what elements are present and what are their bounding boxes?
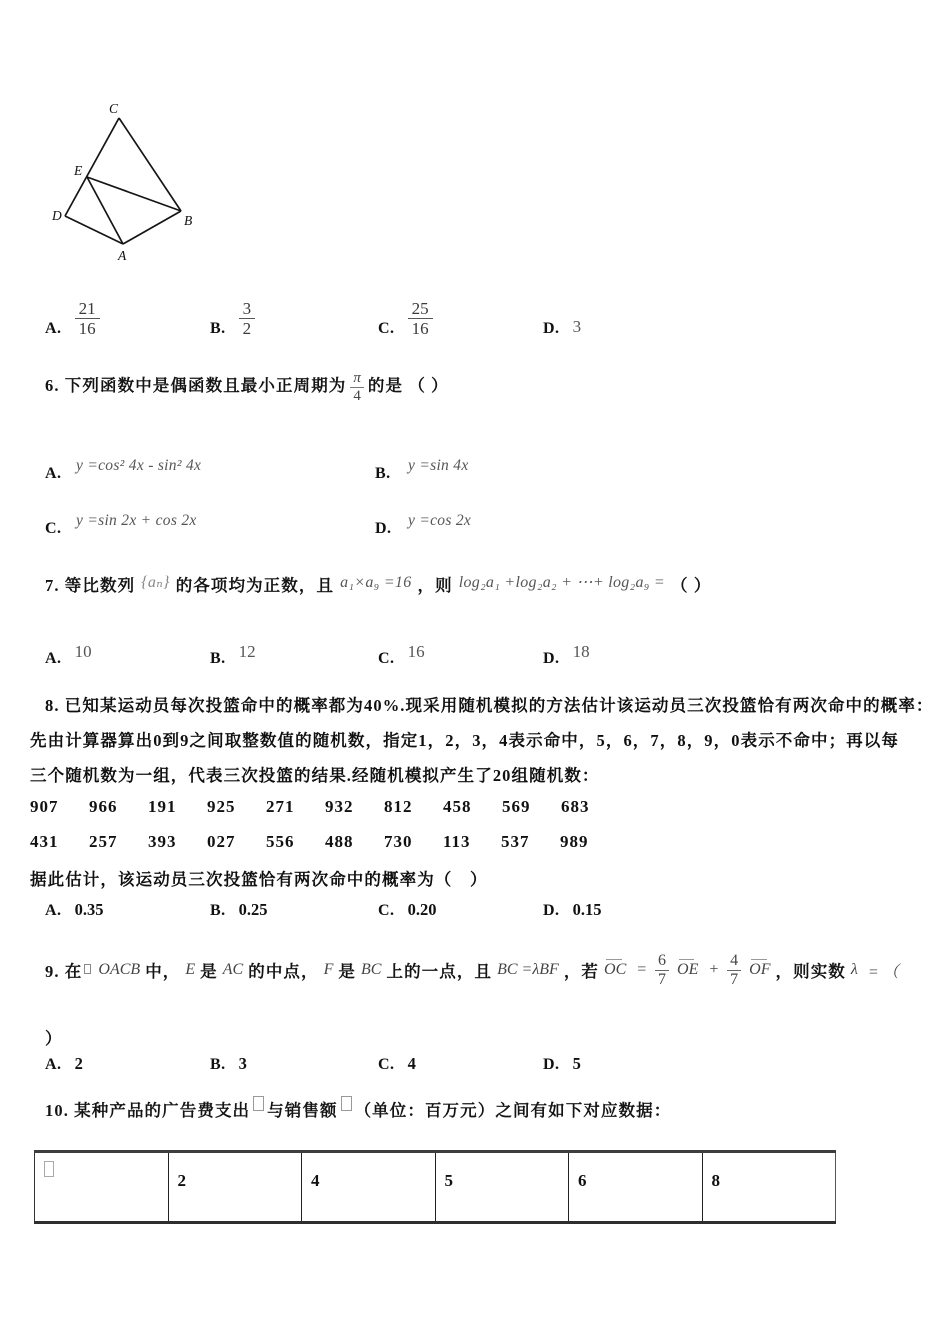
vertex-label-a: A [118, 248, 127, 263]
vertex-label-b: B [184, 213, 193, 228]
q9-option-a [45, 1054, 83, 1074]
q10-data-table [34, 1150, 836, 1224]
fraction-denominator: 4 [353, 387, 361, 404]
fraction-numerator: π [350, 370, 364, 388]
fraction-denominator: 7 [658, 970, 667, 988]
q8-option-b [210, 900, 268, 920]
edge-cb [119, 118, 181, 211]
q6-option-d-label: D. [375, 520, 392, 537]
table-cell [168, 1152, 302, 1223]
option-value: 0.20 [407, 900, 437, 919]
q8-line-6: 据此估计，该运动员三次投篮恰有两次命中的概率为（ ） [30, 870, 488, 889]
q9-answer-row [0, 1048, 950, 1074]
option-value: 2 [74, 1054, 83, 1073]
question-7 [45, 572, 711, 596]
fraction-denominator: 2 [242, 318, 252, 338]
q9-lambda: λ [850, 961, 858, 978]
option-label: C. [378, 1056, 395, 1073]
cell-value: 6 [578, 1171, 587, 1190]
fraction-denominator: 16 [411, 318, 429, 338]
question-10 [45, 1097, 671, 1121]
edge-ab [123, 211, 181, 244]
cell-value: 2 [177, 1171, 186, 1190]
vertex-label-d: D [52, 208, 62, 223]
q6-option-a-label: A. [45, 465, 62, 482]
q9-text-3: 是 [200, 962, 218, 981]
q8-line-1: 8. 已知某运动员每次投篮命中的概率都为40%.现采用随机模拟的方法估计该运动员三次投篮恰有两次命中的概率： [45, 696, 934, 715]
option-value: 12 [238, 642, 256, 661]
table-cell-header [35, 1152, 169, 1223]
q8-option-c [378, 900, 436, 920]
option-label: B. [210, 902, 226, 919]
q9-text-2: 中， [145, 962, 181, 981]
q9-segment-ac: AC [222, 961, 244, 978]
q9-vector-oe: OE [677, 961, 699, 978]
q9-point-e: E [185, 961, 196, 978]
fraction [408, 299, 433, 338]
q9-vector-of: OF [749, 961, 771, 978]
missing-glyph-box [341, 1096, 352, 1111]
q7-option-d [543, 642, 590, 668]
q9-shape-name: OACB [98, 961, 141, 978]
fraction-numerator: 21 [75, 299, 100, 319]
option-label: A. [45, 902, 62, 919]
option-value: 3 [572, 317, 582, 336]
q9-text-1: 9. 在 [45, 962, 83, 981]
option-label: A. [45, 1056, 62, 1073]
missing-glyph-box [44, 1161, 54, 1177]
option-label: C. [378, 650, 395, 667]
q7-sequence: {aₙ} [141, 574, 170, 591]
option-label: C. [378, 320, 395, 337]
q8-option-d [543, 900, 601, 920]
q8-answer-row [0, 894, 950, 920]
q10-text-1: 10. 某种产品的广告费支出 [45, 1101, 251, 1120]
pi-over-4-fraction [350, 370, 364, 405]
option-label: D. [543, 650, 560, 667]
q8-line-2: 先由计算器算出0到9之间取整数值的随机数，指定1，2，3，4表示命中，5，6，7，8，9，0表示不命中；再以每 [30, 731, 899, 750]
q9-condition: BC =λBF [497, 961, 559, 978]
q6-text-after: 的是 （ ） [367, 375, 449, 395]
fraction-denominator: 16 [78, 318, 96, 338]
missing-glyph-box [253, 1096, 264, 1111]
option-value: 18 [572, 642, 590, 661]
q5-answer-row [0, 282, 950, 338]
q9-text-5: 是 [338, 962, 357, 981]
q5-option-d [543, 318, 581, 338]
q6-option-d-formula: y =cos 2x [408, 512, 472, 529]
q9-point-f: F [323, 961, 334, 978]
q9-equals: = [636, 961, 648, 978]
q7-log-expression: log₂a₁ +log₂a₂ + ⋯+ log₂a₉ = [458, 574, 666, 591]
fraction-numerator: 4 [727, 952, 741, 971]
q5-option-c [378, 299, 433, 338]
fraction-numerator: 6 [655, 952, 669, 971]
q9-option-c [378, 1054, 416, 1074]
q5-option-a [45, 299, 100, 338]
fraction [239, 299, 256, 338]
question-6 [45, 366, 449, 404]
cell-value: 4 [311, 1171, 320, 1190]
q9-plus: + [708, 961, 720, 978]
option-value: 0.35 [74, 900, 104, 919]
q10-text-3: （单位：百万元）之间有如下对应数据： [354, 1101, 672, 1120]
option-value: 16 [407, 642, 425, 661]
q6-option-b-formula: y =sin 4x [408, 457, 469, 474]
q7-option-b [210, 642, 256, 668]
option-value: 0.25 [238, 900, 268, 919]
option-label: C. [378, 902, 395, 919]
q8-random-numbers-row-2: 431 257 393 027 556 488 730 113 537 989 [30, 832, 589, 851]
option-label: D. [543, 320, 560, 337]
cell-value: 8 [711, 1171, 720, 1190]
q6-text-before: 6. 下列函数中是偶函数且最小正周期为 [45, 375, 347, 395]
option-label: D. [543, 1056, 560, 1073]
edge-ea [87, 177, 123, 244]
q6-option-b-label: B. [375, 465, 391, 482]
q6-option-a-formula: y =cos² 4x - sin² 4x [76, 457, 202, 474]
q9-text-7: ，若 [563, 962, 600, 981]
fraction [75, 299, 100, 338]
table-cell [302, 1152, 436, 1223]
q9-segment-bc: BC [361, 961, 382, 978]
edge-da [65, 216, 123, 244]
option-value: 4 [407, 1054, 416, 1073]
q8-option-a [45, 900, 103, 920]
fraction-6-7 [655, 952, 669, 989]
q7-text-1: 7. 等比数列 [45, 576, 136, 595]
option-value: 10 [74, 642, 92, 661]
option-label: B. [210, 320, 226, 337]
cell-value: 5 [444, 1171, 453, 1190]
q9-vector-oc: OC [604, 961, 627, 978]
vertex-label-c: C [109, 101, 119, 116]
q8-random-numbers-row-1: 907 966 191 925 271 932 812 458 569 683 [30, 797, 590, 816]
q9-text-6: 上的一点，且 [386, 962, 493, 981]
table-cell [702, 1152, 836, 1223]
vertex-label-e: E [74, 163, 83, 178]
q9-close-paren: ） [45, 1029, 63, 1048]
q7-option-a [45, 642, 92, 668]
q7-option-c [378, 642, 425, 668]
fraction-denominator: 7 [730, 970, 739, 988]
q10-text-2: 与销售额 [267, 1101, 338, 1120]
q6-option-c-label: C. [45, 520, 62, 537]
table-cell [435, 1152, 569, 1223]
option-label: A. [45, 650, 62, 667]
geometry-figure [52, 98, 210, 270]
fraction-numerator: 25 [408, 299, 433, 319]
q6-option-c-formula: y =sin 2x + cos 2x [76, 512, 197, 529]
option-label: B. [210, 650, 226, 667]
q7-answer-row [0, 634, 950, 668]
option-label: A. [45, 320, 62, 337]
q9-option-b [210, 1054, 247, 1074]
q8-line-3: 三个随机数为一组，代表三次投篮的结果.经随机模拟产生了20组随机数： [30, 766, 600, 785]
option-value: 5 [572, 1054, 581, 1073]
option-value: 3 [238, 1054, 247, 1073]
edge-eb [87, 177, 181, 211]
q9-text-4: 的中点， [248, 962, 319, 981]
q9-text-8: ，则实数 [775, 962, 846, 981]
q7-text-3: ，则 [417, 576, 453, 595]
q7-text-2: 的各项均为正数，且 [175, 576, 335, 595]
option-label: B. [210, 1056, 226, 1073]
q9-equals-paren: = （ [867, 963, 899, 981]
table-row [35, 1152, 836, 1223]
fraction-4-7 [727, 952, 741, 989]
option-label: D. [543, 902, 560, 919]
q9-option-d [543, 1054, 581, 1074]
question-9 [45, 936, 904, 1004]
option-value: 0.15 [572, 900, 602, 919]
table-cell [569, 1152, 703, 1223]
q7-condition: a₁×a₉ =16 [340, 574, 412, 591]
q7-paren: （ ） [671, 576, 712, 595]
missing-glyph-box [84, 964, 91, 974]
q5-option-b [210, 299, 255, 338]
fraction-numerator: 3 [239, 299, 256, 319]
